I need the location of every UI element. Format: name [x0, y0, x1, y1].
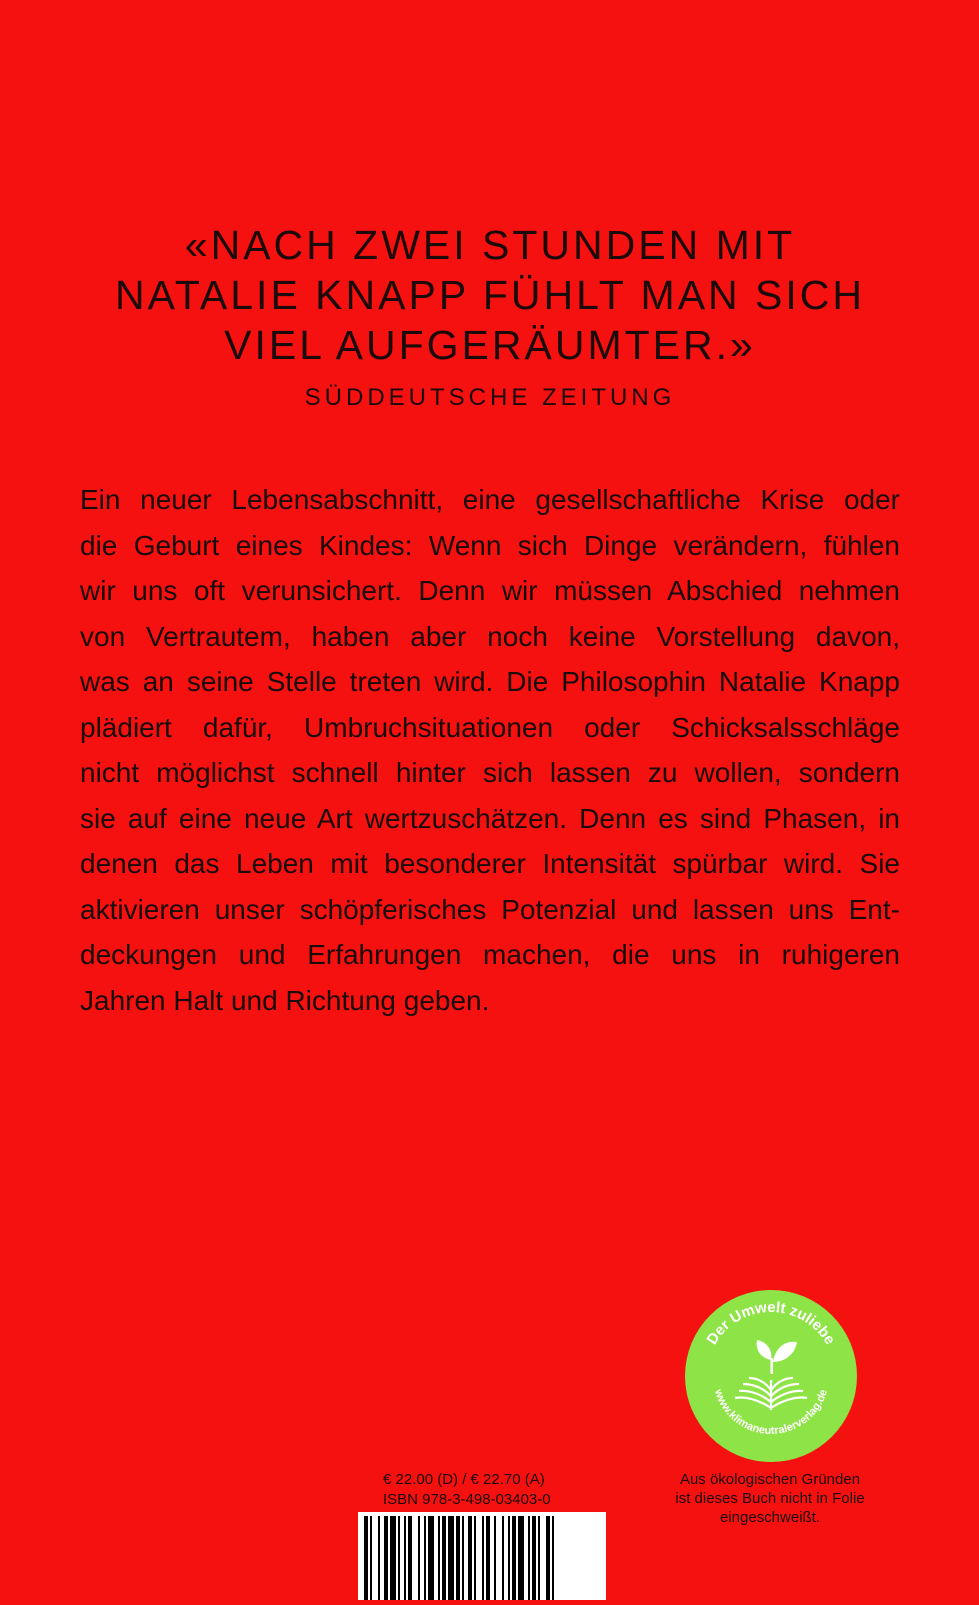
barcode-bar	[462, 1516, 464, 1600]
barcode-bar	[384, 1516, 388, 1600]
eco-badge	[685, 1290, 857, 1462]
barcode-bar	[552, 1516, 554, 1600]
barcode-bar	[428, 1516, 434, 1600]
barcode-bar	[378, 1516, 380, 1600]
blurb-line: nicht möglichst schnell hinter sich lassen zu wollen, sondern	[80, 757, 900, 788]
eco-badge-graphic	[685, 1290, 857, 1462]
blurb-line: plädiert dafür, Umbruchsituationen oder Schicksalsschläge	[80, 711, 900, 743]
barcode-bar	[438, 1516, 440, 1600]
barcode-bar	[486, 1516, 490, 1600]
review-quote	[60, 220, 920, 370]
barcode-bar	[448, 1516, 454, 1600]
barcode-bar	[398, 1516, 400, 1600]
blurb-line: deckungen und Erfahrungen machen, die uns in ruhigeren	[80, 939, 900, 970]
barcode	[358, 1512, 606, 1600]
blurb-line: Jahren Halt und Richtung geben.	[80, 984, 490, 1016]
quote-line: VIEL AUFGERÄUMTER.»	[224, 322, 756, 368]
price-info	[383, 1470, 603, 1510]
blurb-line: wir uns oft verunsichert. Denn wir müssen Abschied nehmen	[80, 575, 900, 606]
quote-line: NATALIE KNAPP FÜHLT MAN SICH	[114, 272, 865, 318]
barcode-bar	[390, 1516, 396, 1600]
quote-line: «NACH ZWEI STUNDEN MIT	[184, 222, 796, 268]
barcode-bar	[528, 1516, 530, 1600]
open-book-icon	[735, 1378, 807, 1410]
barcode-bar	[456, 1516, 460, 1600]
barcode-bar	[418, 1516, 420, 1600]
blurb-line: was an seine Stelle treten wird. Die Philosophin Natalie Knapp	[80, 666, 900, 697]
blurb-line: sie auf eine neue Art wertzuschätzen. Denn es sind Phasen, in	[80, 802, 900, 834]
barcode-bar	[482, 1516, 484, 1600]
barcode-bar	[512, 1516, 516, 1600]
blurb-line: Ein neuer Lebensabschnitt, eine gesellschaftliche Krise oder	[80, 484, 900, 515]
barcode-bar	[370, 1516, 372, 1600]
book-blurb	[80, 477, 900, 1023]
barcode-bar	[442, 1516, 446, 1600]
barcode-bar	[532, 1516, 536, 1600]
barcode-bar	[364, 1516, 368, 1600]
barcode-bar	[494, 1516, 496, 1600]
barcode-bar	[474, 1516, 476, 1600]
barcode-bar	[538, 1516, 540, 1600]
blurb-line: denen das Leben mit besonderer Intensität spürbar wird. Sie	[80, 848, 900, 879]
isbn-line: ISBN 978-3-498-03403-0	[383, 1491, 551, 1508]
barcode-bar	[408, 1516, 412, 1600]
barcode-bar	[424, 1516, 426, 1600]
barcode-bar	[508, 1516, 510, 1600]
barcode-bars	[358, 1512, 606, 1600]
barcode-bar	[468, 1516, 472, 1600]
eco-note-line: Aus ökologischen Gründen	[679, 1471, 861, 1488]
barcode-bar	[502, 1516, 504, 1600]
barcode-bar	[518, 1516, 524, 1600]
barcode-bar	[404, 1516, 406, 1600]
badge-top-text: Der Umwelt zuliebe	[703, 1298, 839, 1348]
blurb-line: von Vertrautem, haben aber noch keine Vorstellung davon,	[80, 620, 900, 652]
price-line: € 22.00 (D) / € 22.70 (A)	[383, 1471, 545, 1488]
blurb-line: aktivieren unser schöpferisches Potenzial und lassen uns Ent-	[80, 893, 900, 925]
eco-note-line: ist dieses Buch nicht in Folie	[675, 1490, 865, 1507]
eco-note	[655, 1470, 885, 1527]
badge-bottom-text: www.klimaneutralerverlag.de	[711, 1387, 831, 1438]
quote-source: SÜDDEUTSCHE ZEITUNG	[304, 384, 676, 411]
blurb-line: die Geburt eines Kindes: Wenn sich Dinge verändern, fühlen	[80, 529, 900, 561]
eco-note-line: eingeschweißt.	[719, 1509, 821, 1526]
barcode-bar	[546, 1516, 550, 1600]
leaf-icon	[757, 1340, 797, 1374]
